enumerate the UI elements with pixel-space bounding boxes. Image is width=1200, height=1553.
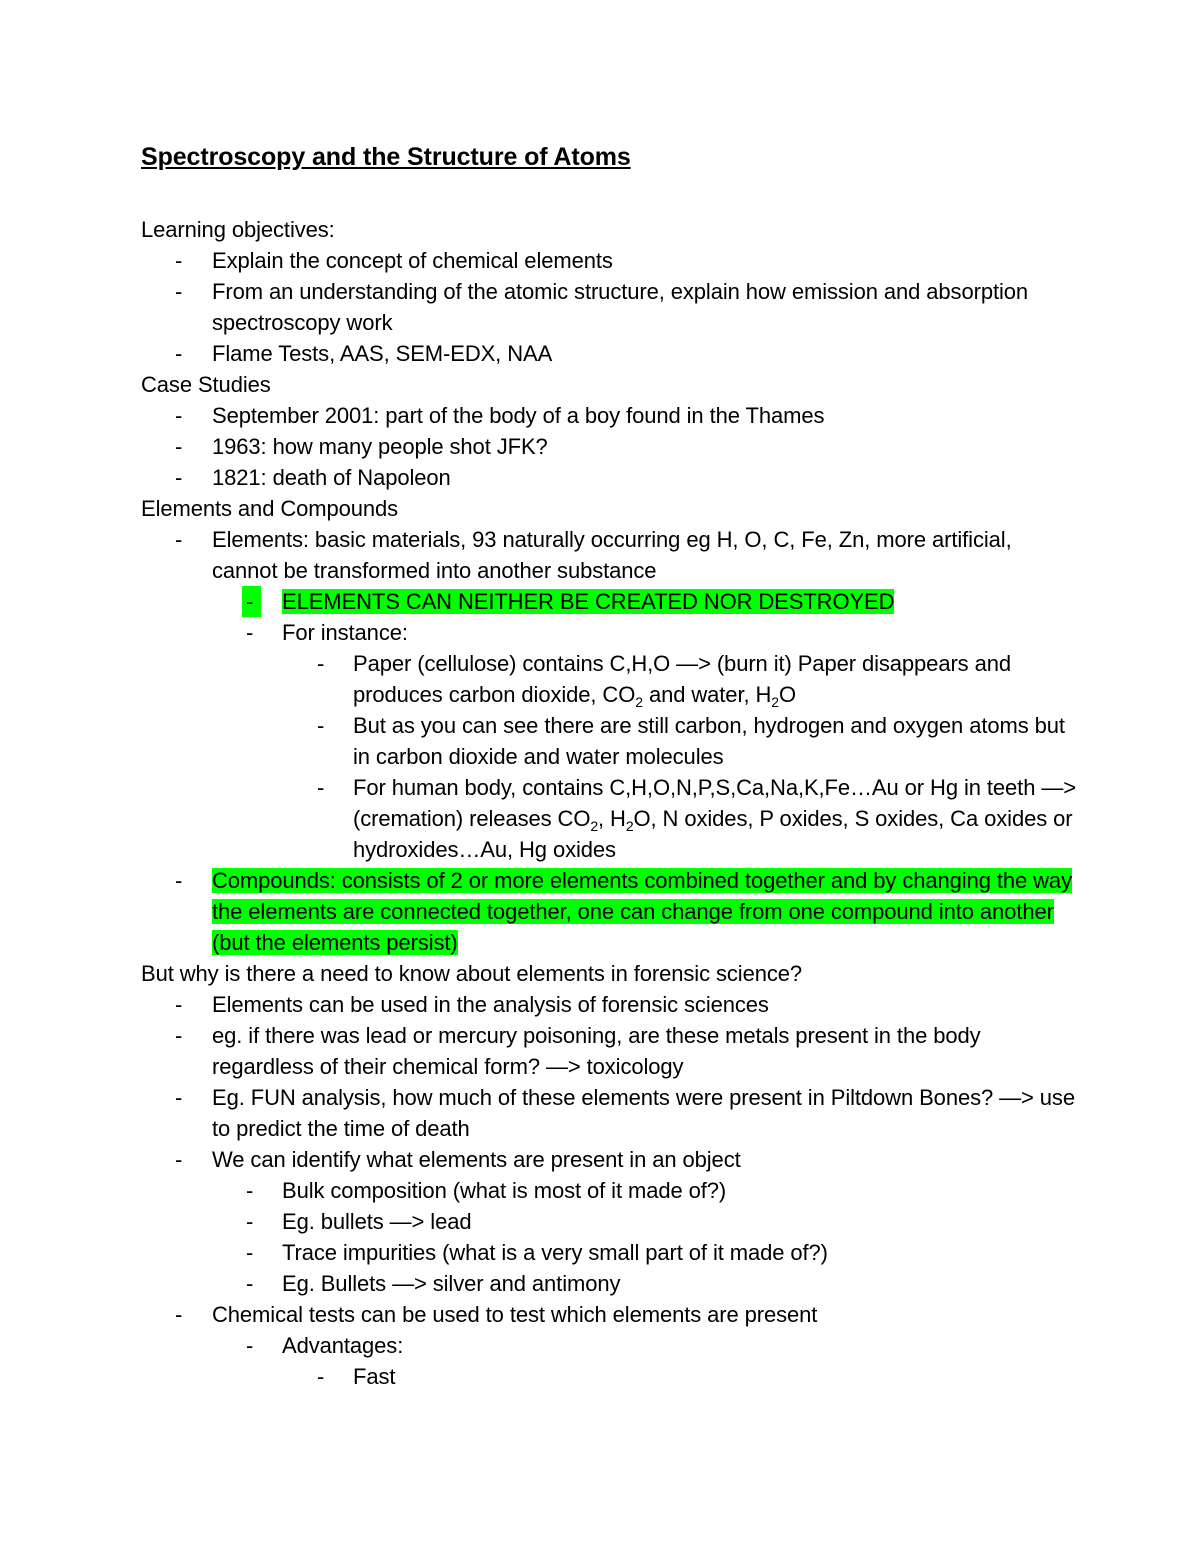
list-item: - Advantages: [246, 1333, 404, 1358]
list-item: - Trace impurities (what is a very small part of it made of?) [246, 1240, 828, 1265]
heading-case-studies: Case Studies [141, 372, 271, 397]
list-item: - Elements can be used in the analysis of forensic sciences [175, 992, 769, 1017]
document-page [141, 138, 1081, 1392]
list-item: - Eg. Bullets —> silver and antimony [246, 1271, 621, 1296]
document-title: Spectroscopy and the Structure of Atoms [141, 143, 631, 171]
highlighted-list-item: - Compounds: consists of 2 or more elements combined together and by changing the way the elements are connected together, one can change from one compound into another (but the elements persist) [175, 868, 1072, 955]
spacer [141, 176, 1081, 214]
list-item: - eg. if there was lead or mercury poisoning, are these metals present in the body regardless of their chemical form? —> toxicology [175, 1023, 981, 1079]
list-item: - From an understanding of the atomic structure, explain how emission and absorption spectroscopy work [175, 279, 1029, 335]
list-item: - Chemical tests can be used to test which elements are present [175, 1302, 818, 1327]
list-item: - Eg. FUN analysis, how much of these elements were present in Piltdown Bones? —> use to predict the time of death [175, 1085, 1075, 1141]
list-item: - Eg. bullets —> lead [246, 1209, 472, 1234]
list-item: - Paper (cellulose) contains C,H,O —> (burn it) Paper disappears and produces carbon dioxide, $CO_2$ and water, $H_2O$ [317, 651, 1011, 710]
list-item: - We can identify what elements are present in an object [175, 1147, 741, 1172]
list-item: - Flame Tests, AAS, SEM-EDX, NAA [175, 341, 553, 366]
list-item: - 1821: death of Napoleon [175, 465, 451, 490]
list-item: - Elements: basic materials, 93 naturally occurring eg H, O, C, Fe, Zn, more artificial, cannot be transformed into another substance [175, 527, 1012, 583]
highlighted-list-item: - ELEMENTS CAN NEITHER BE CREATED NOR DESTROYED [141, 586, 1081, 617]
list-item: - Fast [317, 1364, 396, 1389]
heading-forensic: But why is there a need to know about elements in forensic science? [141, 961, 803, 986]
list-item: - September 2001: part of the body of a boy found in the Thames [175, 403, 825, 428]
list-item: - For human body, contains C,H,O,N,P,S,Ca,Na,K,Fe…Au or Hg in teeth —>(cremation) releases $CO_2$, $H_2O$, N oxides, P oxides, S oxides, Ca oxides or hydroxides…Au, Hg oxides [317, 775, 1076, 862]
heading-learning-objectives: Learning objectives: [141, 217, 335, 242]
list-item: - But as you can see there are still carbon, hydrogen and oxygen atoms but in carbon dioxide and water molecules [317, 713, 1065, 769]
list-item: - For instance: [246, 620, 408, 645]
list-item: - Explain the concept of chemical elements [175, 248, 613, 273]
list-item: - Bulk composition (what is most of it made of?) [246, 1178, 727, 1203]
heading-elements-compounds: Elements and Compounds [141, 496, 399, 521]
list-item: - 1963: how many people shot JFK? [175, 434, 548, 459]
